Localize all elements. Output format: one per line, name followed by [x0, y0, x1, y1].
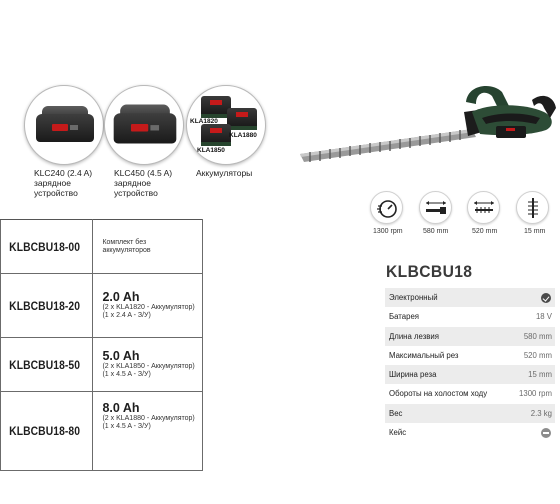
spec-row: [385, 404, 555, 423]
kit-capacity: 5.0 Ah: [102, 349, 140, 363]
kit-capacity: 2.0 Ah: [102, 290, 140, 304]
feature-value: 520 mm: [472, 228, 498, 235]
kit-code: KLBCBU18-00: [1, 220, 81, 274]
spec-key: Батарея: [389, 312, 419, 322]
spec-value: 15 mm: [528, 370, 552, 380]
spec-value: 18 V: [535, 312, 552, 322]
spec-key: Кейс: [389, 428, 407, 438]
hedge-trimmer-image: [296, 82, 558, 170]
feature-value: 580 mm: [423, 228, 449, 235]
kit-description: [93, 338, 203, 392]
spec-row: [385, 327, 555, 346]
batteries-image: [186, 85, 266, 165]
kit-note: (1 x 2.4 A - З/У): [102, 312, 151, 319]
battery-icon: [201, 124, 231, 146]
table-row: [1, 274, 203, 338]
charger-icon: [114, 105, 177, 144]
spec-key: Электронный: [389, 293, 438, 302]
kit-note: (1 x 4.5 A - З/У): [102, 423, 151, 430]
spec-row: [385, 384, 555, 403]
minus-icon: [541, 428, 551, 438]
table-row: [1, 338, 203, 392]
battery-label: KLA1820: [190, 118, 218, 125]
accessory-label: KLC240 (2.4 A) зарядное устройство: [34, 168, 93, 198]
spec-title: KLBCBU18: [386, 262, 473, 281]
kit-description: [93, 392, 203, 471]
kit-table: [0, 219, 203, 471]
table-row: [1, 220, 203, 274]
kit-code: KLBCBU18-50: [1, 338, 81, 392]
spec-key: Максимальный рез: [389, 350, 459, 360]
kit-description: [93, 274, 203, 338]
battery-label: KLA1880: [229, 132, 257, 139]
spec-key: Длина лезвия: [389, 331, 440, 341]
feature-value: 1300 rpm: [373, 228, 403, 235]
speed-gauge-icon: [370, 191, 403, 224]
blade-icon: [300, 129, 476, 162]
spec-value: 580 mm: [523, 331, 552, 341]
battery-icon: [227, 108, 257, 130]
spec-table: [385, 288, 555, 442]
cutting-length-icon: [467, 191, 500, 224]
spec-key: Обороты на холостом ходу: [389, 389, 488, 399]
kit-detail: Комплект без аккумуляторов: [102, 238, 151, 254]
cutting-width-icon: [516, 191, 549, 224]
kit-note: (1 x 4.5 A - З/У): [102, 371, 151, 378]
spec-value: 1300 rpm: [519, 389, 552, 399]
kit-detail: (2 x KLA1880 - Аккумулятор): [102, 415, 195, 422]
spec-key: Ширина реза: [389, 370, 437, 380]
check-icon: [541, 293, 551, 303]
charger-icon: [36, 106, 94, 142]
kit-code: KLBCBU18-80: [1, 392, 81, 471]
feature-value: 15 mm: [524, 228, 546, 235]
table-row: [1, 392, 203, 471]
spec-row: [385, 288, 555, 307]
spec-row: [385, 346, 555, 365]
spec-row: [385, 307, 555, 326]
kit-detail: (2 x KLA1820 - Аккумулятор): [102, 304, 195, 311]
accessory-label: KLC450 (4.5 A) зарядное устройство: [114, 168, 173, 198]
charger-klc240-image: [24, 85, 104, 165]
kit-detail: (2 x KLA1850 - Аккумулятор): [102, 363, 195, 370]
charger-klc450-image: [104, 85, 184, 165]
accessory-label: Аккумуляторы: [196, 168, 253, 178]
spec-key: Вес: [389, 408, 403, 418]
battery-label: KLA1850: [197, 147, 225, 154]
spec-row: [385, 365, 555, 384]
spec-row: [385, 423, 555, 442]
kit-description: [93, 220, 203, 274]
blade-length-icon: [419, 191, 452, 224]
kit-capacity: 8.0 Ah: [102, 401, 140, 415]
kit-code: KLBCBU18-20: [1, 274, 81, 338]
spec-value: 2.3 kg: [530, 408, 552, 418]
spec-value: 520 mm: [523, 350, 552, 360]
